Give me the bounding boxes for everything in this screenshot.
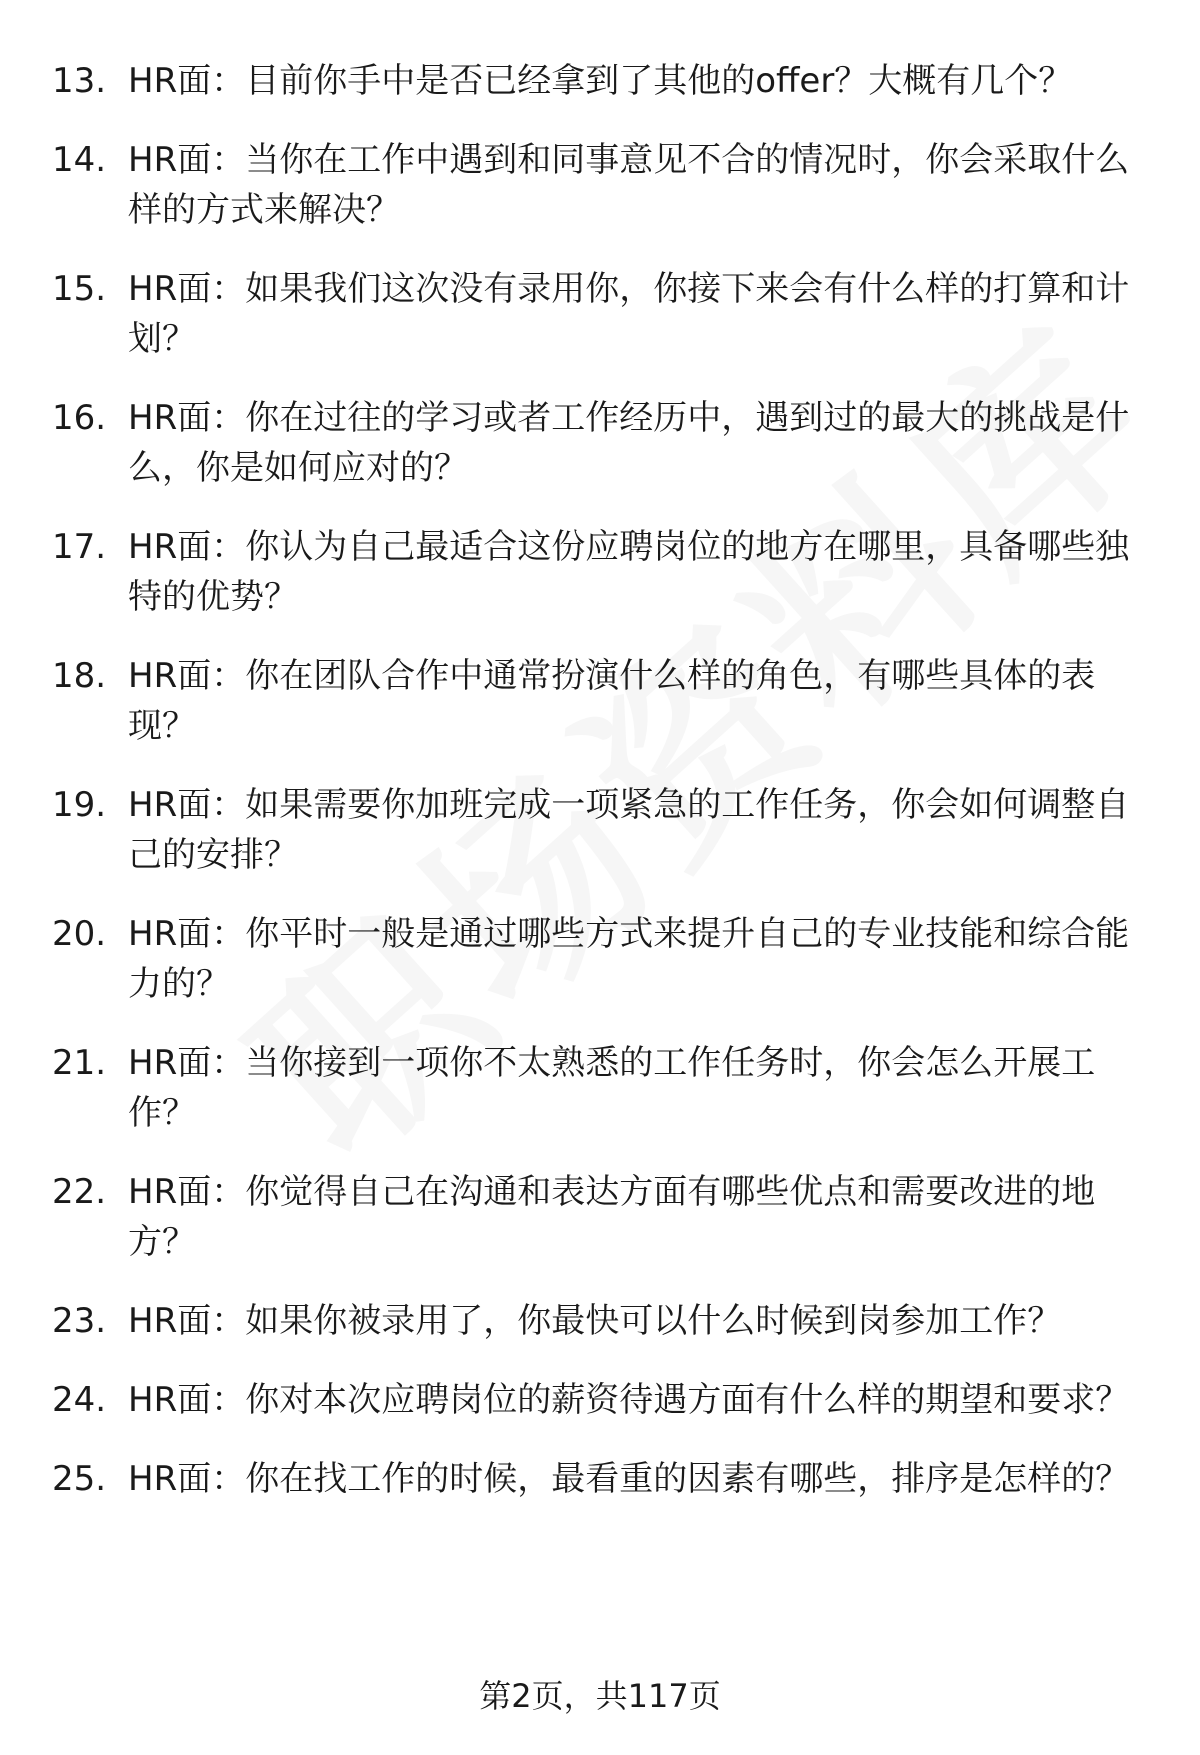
question-text: HR面：你在团队合作中通常扮演什么样的角色，有哪些具体的表现？ [128, 656, 1096, 746]
list-item [52, 1454, 1152, 1504]
list-item [52, 1375, 1152, 1425]
question-text: HR面：你对本次应聘岗位的薪资待遇方面有什么样的期望和要求？ [128, 1380, 1130, 1420]
question-number: 22. [52, 1172, 107, 1212]
question-text: HR面：你认为自己最适合这份应聘岗位的地方在哪里，具备哪些独特的优势？ [128, 527, 1130, 617]
question-text: HR面：你平时一般是通过哪些方式来提升自己的专业技能和综合能力的？ [128, 914, 1130, 1004]
question-number: 25. [52, 1459, 107, 1499]
list-item [52, 651, 1152, 751]
list-item [52, 1038, 1152, 1138]
question-number: 13. [52, 61, 107, 101]
question-number: 18. [52, 656, 107, 696]
question-number: 19. [52, 785, 107, 825]
question-number: 14. [52, 140, 107, 180]
page-footer: 第2页，共117页 [479, 1677, 721, 1715]
question-number: 16. [52, 398, 107, 438]
list-item [52, 780, 1152, 880]
question-number: 17. [52, 527, 107, 567]
question-text: HR面：当你在工作中遇到和同事意见不合的情况时，你会采取什么样的方式来解决？ [128, 140, 1130, 230]
question-number: 21. [52, 1043, 107, 1083]
question-number: 24. [52, 1380, 107, 1420]
question-number: 20. [52, 914, 107, 954]
question-number: 15. [52, 269, 107, 309]
list-item [52, 1167, 1152, 1267]
list-item [52, 264, 1152, 364]
list-item [52, 393, 1152, 493]
question-number: 23. [52, 1301, 107, 1341]
question-text: HR面：如果你被录用了，你最快可以什么时候到岗参加工作？ [128, 1301, 1062, 1341]
list-item [52, 522, 1152, 622]
question-list [52, 56, 1152, 1504]
list-item [52, 56, 1152, 106]
list-item [52, 1296, 1152, 1346]
question-text: HR面：你在过往的学习或者工作经历中，遇到过的最大的挑战是什么，你是如何应对的？ [128, 398, 1130, 488]
question-text: HR面：如果需要你加班完成一项紧急的工作任务，你会如何调整自己的安排？ [128, 785, 1130, 875]
question-text: HR面：当你接到一项你不太熟悉的工作任务时，你会怎么开展工作？ [128, 1043, 1096, 1133]
list-item [52, 135, 1152, 235]
question-text: HR面：如果我们这次没有录用你，你接下来会有什么样的打算和计划？ [128, 269, 1130, 359]
question-text: HR面：你在找工作的时候，最看重的因素有哪些，排序是怎样的？ [128, 1459, 1130, 1499]
question-text: HR面：你觉得自己在沟通和表达方面有哪些优点和需要改进的地方？ [128, 1172, 1096, 1262]
question-text: HR面：目前你手中是否已经拿到了其他的offer？大概有几个？ [128, 61, 1073, 101]
list-item [52, 909, 1152, 1009]
